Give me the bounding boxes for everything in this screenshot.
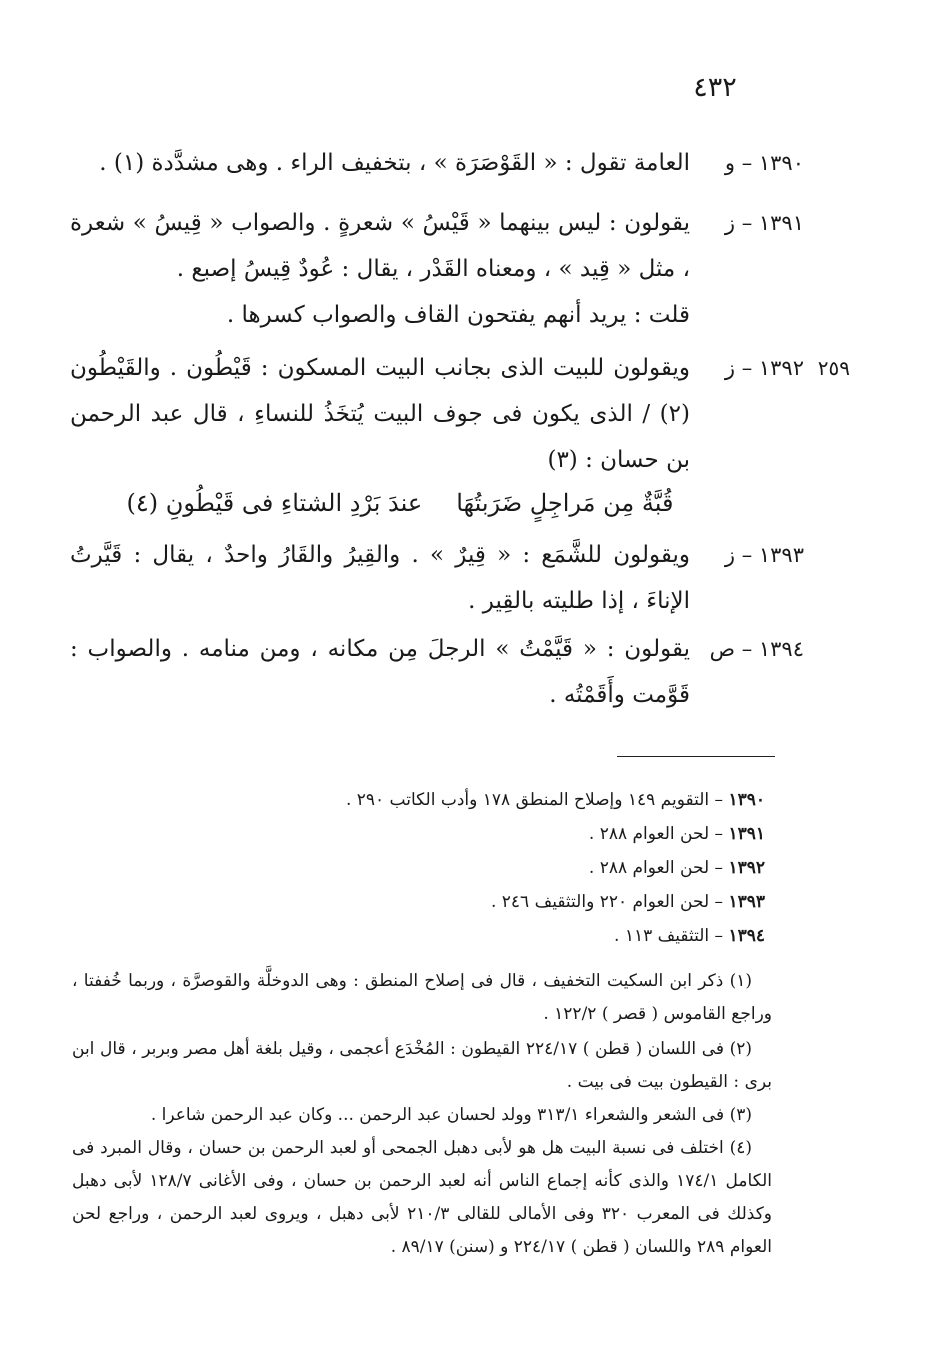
source-line [150,817,765,851]
entry-text-1391: يقولون : ليس بينهما « قَيْسُ » شعرةٍ . والصواب « قِيسُ » شعرة ، مثل « قِيد » ، ومعناه القَدْر ، يقال : عُودٌ قِيسُ إصبع . [70,210,690,282]
source-number: ١٣٩٤ [728,926,765,946]
source-text: – لحن العوام ٢٨٨ . [588,824,724,844]
entry-text-1394: يقولون : « قَيَّمْتُ » الرجلَ مِن مكانه ، ومن منامه . والصواب : قَوَّمت وأَقَمْتُه . [70,636,690,708]
entry-number-1390: ١٣٩٠ – و [724,151,804,175]
verse-hemistich-first: قُبَّةٌ مِن مَراجِلٍ ضَرَبتُهَا [456,489,674,517]
entry-text-1390: العامة تقول : « القَوْصَرَة » ، بتخفيف الراء . وهى مشدَّدة (١) . [99,150,690,176]
entry-text-1393: ويقولون للشَّمَع : « قِيرٌ » . والقِيرُ والقَارُ واحدٌ ، يقال : قَيَّرتُ الإناءَ ، إذا طليته بالقِير . [70,542,690,614]
source-number: ١٣٩١ [728,824,765,844]
entry-number-1391: ١٣٩١ – ز [724,211,804,235]
source-number: ١٣٩٣ [728,892,765,912]
footnote-divider [617,756,775,757]
source-text: – لحن العوام ٢٢٠ والتثقيف ٢٤٦ . [490,892,724,912]
source-line [150,885,765,919]
entry-number-1394: ١٣٩٤ – ص [709,637,804,661]
footnote-3: (٣) فى الشعر والشعراء ٣١٣/١ وولد لحسان عبد الرحمن ... وكان عبد الرحمن شاعرا . [150,1105,752,1125]
entry-number-1392: ١٣٩٢ – ز [724,356,804,380]
entry-extra-1391: قلت : يريد أنهم يفتحون القاف والصواب كسرها . [226,302,690,328]
source-line [150,783,765,817]
verse-hemistich-second: عندَ بَرْدِ الشتاءِ فى قَيْطُونِ (٤) [126,489,423,517]
footnote-1: (١) ذكر ابن السكيت التخفيف ، قال فى إصلاح المنطق : وهى الدوخلَّة والقوصرَّة ، وربما خُففتا ، وراجع القاموس ( قصر ) ١٢٢/٢ . [72,971,772,1024]
source-text: – التثقيف ١١٣ . [614,926,724,946]
source-number: ١٣٩٢ [728,858,765,878]
source-number: ١٣٩٠ [728,790,765,810]
page-number: ٤٣٢ [693,72,737,103]
footnote-2: (٢) فى اللسان ( قطن ) ٢٢٤/١٧ القيطون : المُخْدَع أعجمى ، وقيل بلغة أهل مصر وبربر ، قال ابن برى : القيطون بيت فى بيت . [72,1039,772,1092]
source-line [150,851,765,885]
margin-page-number: ٢٥٩ [817,356,850,380]
source-text: – التقويم ١٤٩ وإصلاح المنطق ١٧٨ وأدب الكاتب ٢٩٠ . [345,790,724,810]
source-text: – لحن العوام ٢٨٨ . [588,858,724,878]
source-line [150,919,765,953]
poetry-verse [100,480,700,526]
entry-number-1393: ١٣٩٣ – ز [724,543,804,567]
footnote-4: (٤) اختلف فى نسبة البيت هل هو لأبى دهبل الجمحى أو لعبد الرحمن بن حسان ، وقال المبرد فى الكامل ١٧٤/١ والذى كأنه إجماع الناس أنه لعبد الرحمن بن حسان ، وفى الأغانى ١٢٨/٧ لأبى دهبل وكذلك فى المعرب ٣٢٠ وفى الأمالى للقالى ٢١٠/٣ لأبى دهبل ، ويروى لعبد الرحمن ، وراجع لحن العوام ٢٨٩ واللسان ( قطن ) ٢٢٤/١٧ و (سنن) ٨٩/١٧ . [72,1138,773,1257]
entry-text-1392: ويقولون للبيت الذى بجانب البيت المسكون : قَيْطُون . والقَيْطُون (٢) / الذى يكون فى جوف البيت يُتخَذُ للنساءِ ، قال عبد الرحمن بن حسان : (٣) [70,355,690,473]
